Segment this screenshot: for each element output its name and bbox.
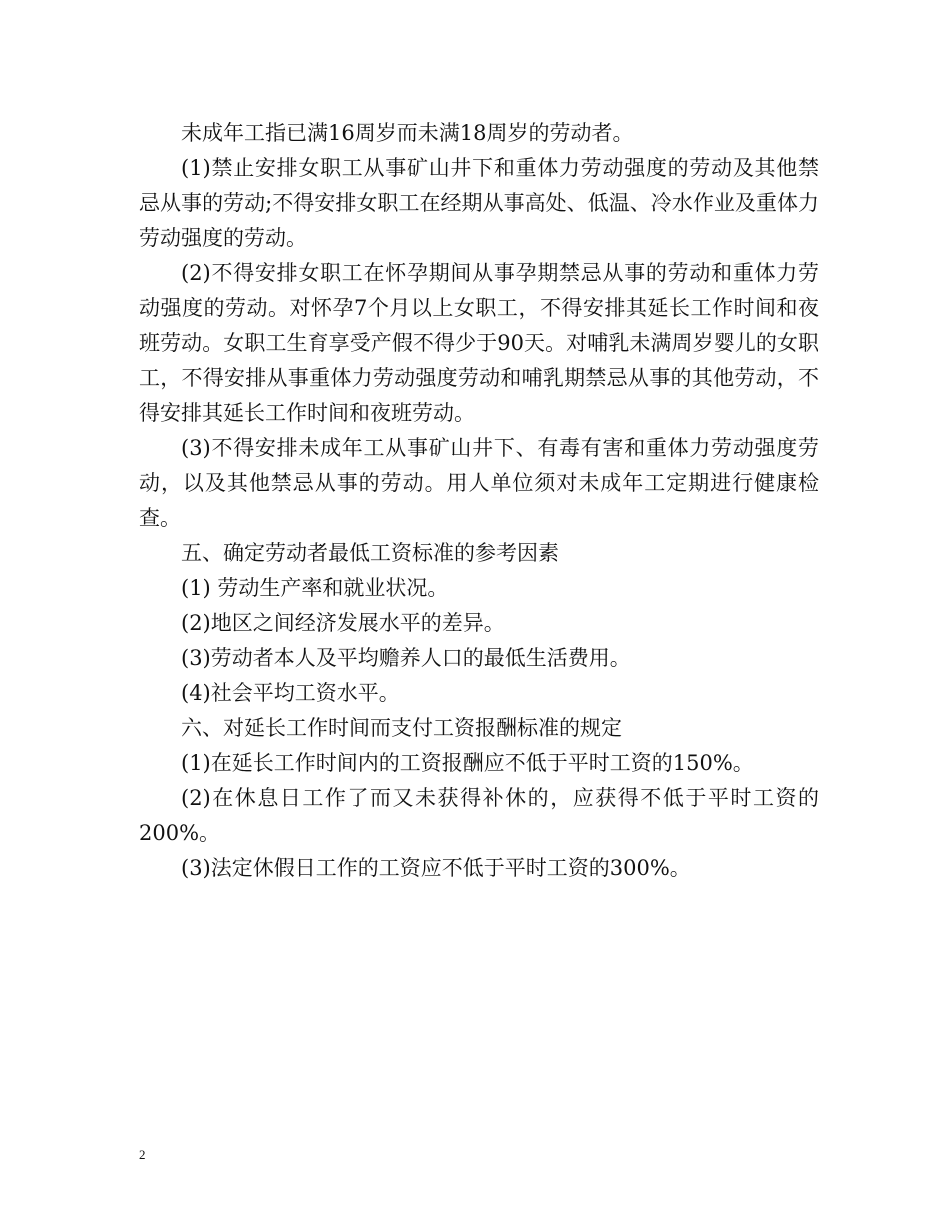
minimum-wage-factor-4: (4)社会平均工资水平。 [181, 681, 400, 705]
paragraph-female-worker-rule-2: (2)不得安排女职工在怀孕期间从事孕期禁忌从事的劳动和重体力劳动强度的劳动。对怀孕7个月以上女职工，不得安排其延长工作时间和夜班劳动。女职工生育享受产假不得少于90天。对哺乳未满周岁婴儿的女职工，不得安排从事重体力劳动强度劳动和哺乳期禁忌从事的其他劳动，不得安排其延长工作时间和夜班劳动。 [139, 261, 819, 425]
overtime-pay-rule-3: (3)法定休假日工作的工资应不低于平时工资的300%。 [181, 856, 691, 880]
document-body [139, 116, 819, 886]
section-heading-minimum-wage: 五、确定劳动者最低工资标准的参考因素 [181, 541, 559, 565]
minimum-wage-factor-1: (1) 劳动生产率和就业状况。 [181, 576, 449, 600]
paragraph-minor-worker-rule-3: (3)不得安排未成年工从事矿山井下、有毒有害和重体力劳动强度劳动，以及其他禁忌从事的劳动。用人单位须对未成年工定期进行健康检查。 [139, 436, 819, 530]
section-heading-overtime-pay: 六、对延长工作时间而支付工资报酬标准的规定 [181, 716, 622, 740]
overtime-pay-rule-2: (2)在休息日工作了而又未获得补休的，应获得不低于平时工资的200%。 [139, 786, 819, 845]
overtime-pay-rule-1: (1)在延长工作时间内的工资报酬应不低于平时工资的150%。 [181, 751, 754, 775]
page-number: 2 [139, 1147, 146, 1162]
minimum-wage-factor-3: (3)劳动者本人及平均赡养人口的最低生活费用。 [181, 646, 631, 670]
minimum-wage-factor-2: (2)地区之间经济发展水平的差异。 [181, 611, 505, 635]
paragraph-minor-worker-definition: 未成年工指已满16周岁而未满18周岁的劳动者。 [181, 121, 634, 145]
paragraph-female-worker-rule-1: (1)禁止安排女职工从事矿山井下和重体力劳动强度的劳动及其他禁忌从事的劳动;不得安排女职工在经期从事高处、低温、冷水作业及重体力劳动强度的劳动。 [139, 156, 819, 250]
